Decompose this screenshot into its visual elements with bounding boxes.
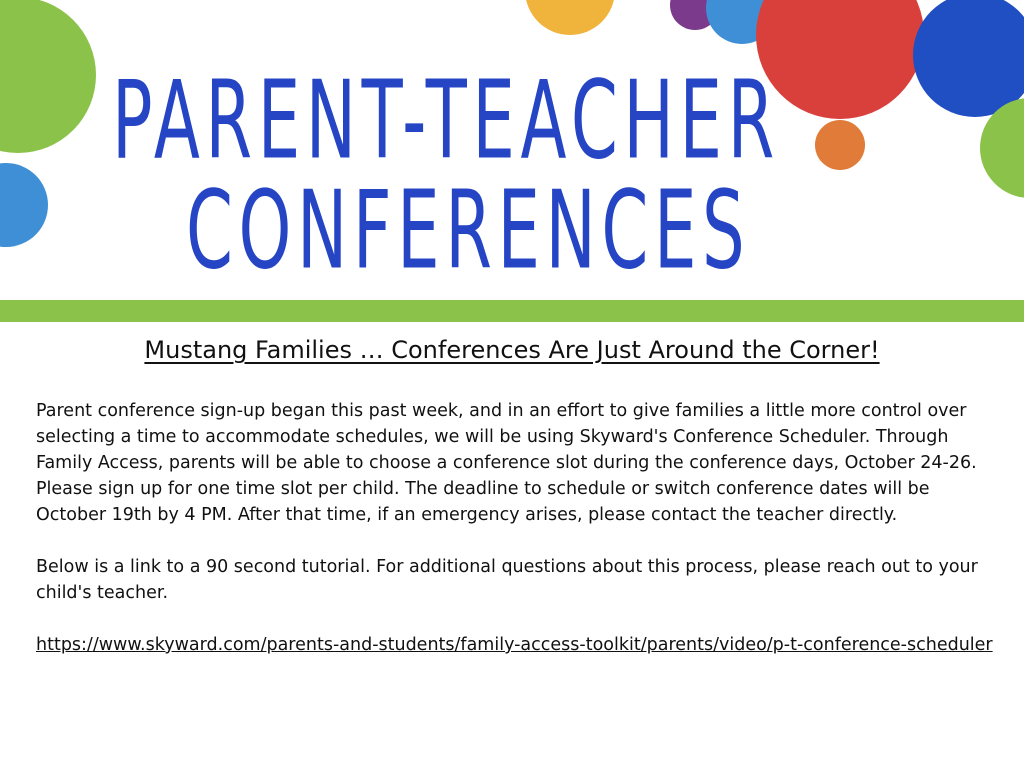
paragraph-tutorial: Below is a link to a 90 second tutorial. For additional questions about this process, please reach out to your child's teacher.	[36, 557, 978, 603]
banner-title-line-2: CONFERENCES	[186, 168, 751, 294]
tutorial-link[interactable]: https://www.skyward.com/parents-and-students/family-access-toolkit/parents/video/p-t-conference-scheduler	[36, 635, 993, 655]
subtitle: Mustang Families … Conferences Are Just Around the Corner!	[144, 336, 880, 364]
paragraph-signup: Parent conference sign-up began this past week, and in an effort to give families a little more control over selecting a time to accommodate schedules, we will be using Skyward's Conference Scheduler. Through Family Access, parents will be able to choose a conference slot during the conference days, October 24-26. Please sign up for one time slot per child. The deadline to schedule or switch conference dates will be October 19th by 4 PM. After that time, if an emergency arises, please contact the teacher directly.	[36, 401, 977, 525]
green-divider	[0, 300, 1024, 322]
banner	[0, 0, 1024, 325]
banner-title-line-1: PARENT-TEACHER	[112, 58, 780, 184]
blue-circle-left	[0, 163, 48, 247]
green-circle-left	[0, 0, 96, 153]
dark-blue-circle	[913, 0, 1024, 117]
yellow-circle	[525, 0, 615, 35]
link-paragraph	[36, 632, 996, 658]
body-text	[36, 398, 996, 684]
